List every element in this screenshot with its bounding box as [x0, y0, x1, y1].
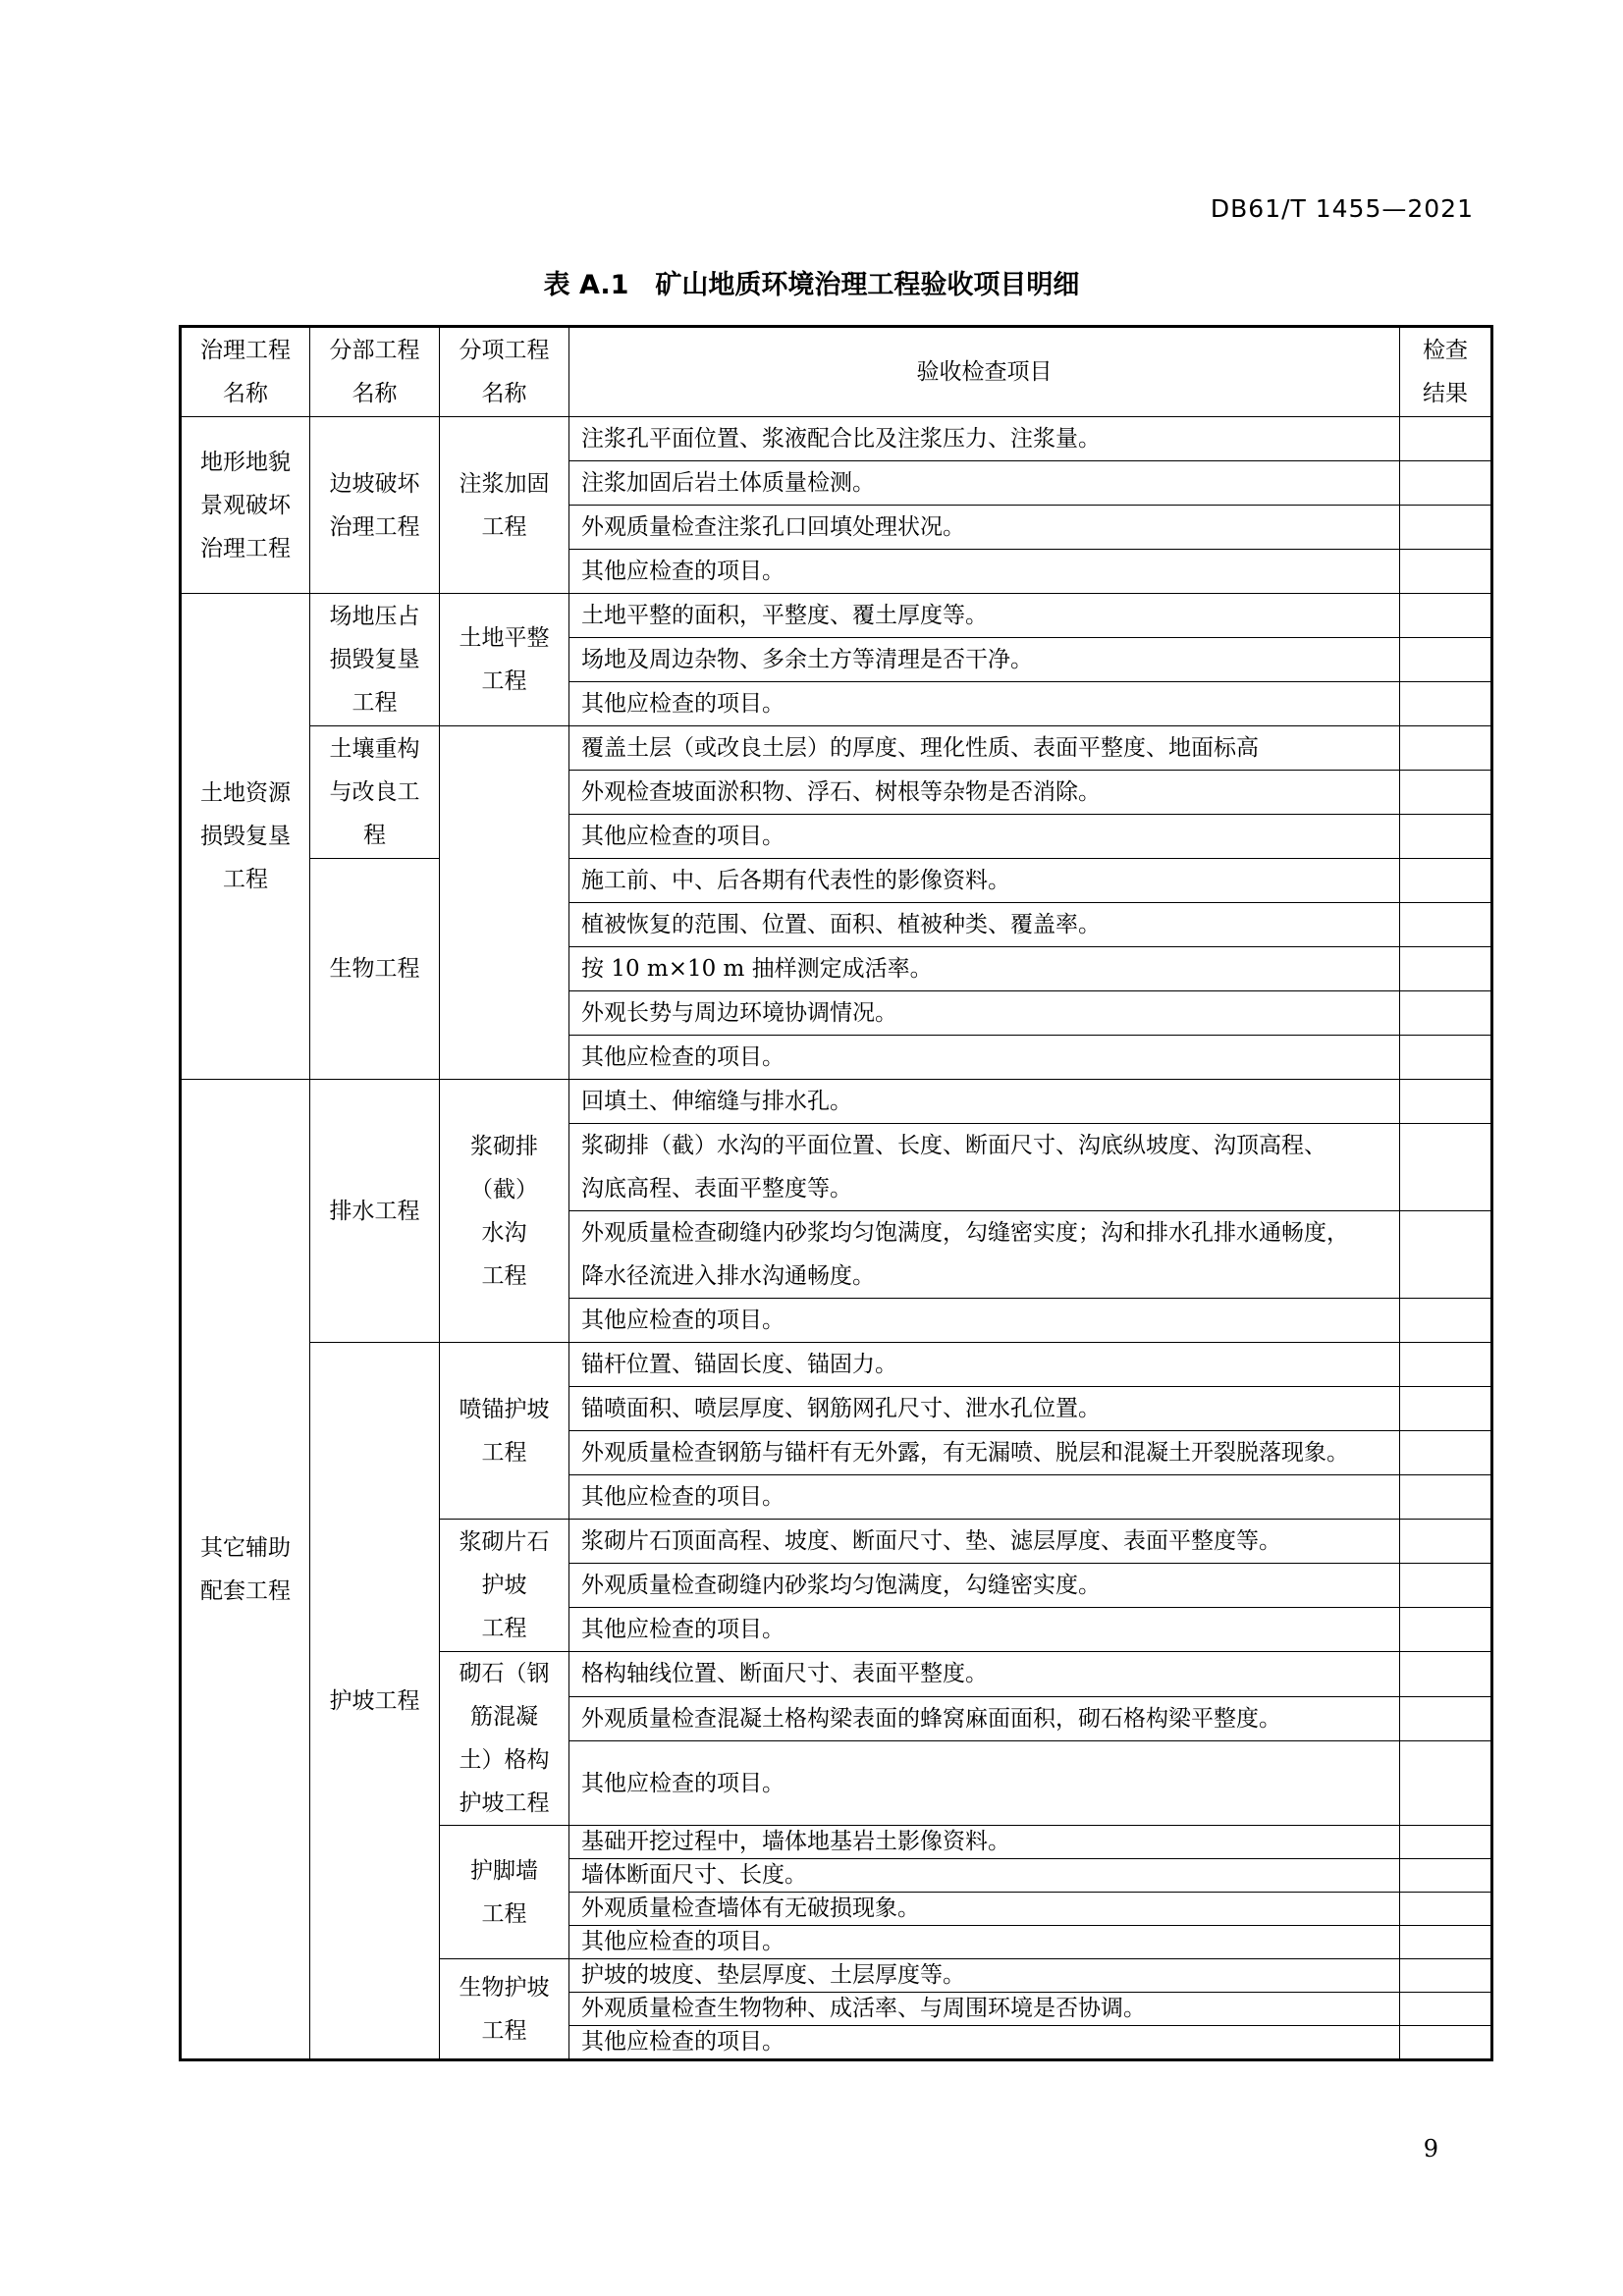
document-code: DB61/T 1455—2021	[1210, 194, 1474, 223]
result-cell[interactable]	[1400, 991, 1492, 1036]
check-item: 覆盖土层（或改良土层）的厚度、理化性质、表面平整度、地面标高	[569, 726, 1400, 771]
check-item: 其他应检查的项目。	[569, 815, 1400, 859]
check-item: 场地及周边杂物、多余土方等清理是否干净。	[569, 638, 1400, 682]
check-item: 墙体断面尺寸、长度。	[569, 1859, 1400, 1893]
subitem-name-cell: 浆砌排 （截） 水沟 工程	[440, 1080, 569, 1343]
page-number: 9	[1423, 2135, 1438, 2163]
result-cell[interactable]	[1400, 2026, 1492, 2060]
result-cell[interactable]	[1400, 594, 1492, 638]
check-item: 格构轴线位置、断面尺寸、表面平整度。	[569, 1652, 1400, 1697]
check-item: 浆砌排（截）水沟的平面位置、长度、断面尺寸、沟底纵坡度、沟顶高程、 沟底高程、表面平整度等。	[569, 1124, 1400, 1211]
check-item: 其他应检查的项目。	[569, 1608, 1400, 1652]
acceptance-table	[179, 325, 1493, 2061]
table-title: 表 A.1 矿山地质环境治理工程验收项目明细	[543, 270, 1080, 300]
result-cell[interactable]	[1400, 1124, 1492, 1211]
check-item: 锚喷面积、喷层厚度、钢筋网孔尺寸、泄水孔位置。	[569, 1387, 1400, 1431]
check-item: 外观质量检查生物物种、成活率、与周围环境是否协调。	[569, 1993, 1400, 2026]
subitem-name-cell: 喷锚护坡 工程	[440, 1343, 569, 1520]
result-cell[interactable]	[1400, 682, 1492, 726]
check-item: 其他应检查的项目。	[569, 1036, 1400, 1080]
check-item: 护坡的坡度、垫层厚度、土层厚度等。	[569, 1959, 1400, 1993]
table-row	[181, 726, 1492, 771]
result-cell[interactable]	[1400, 1564, 1492, 1608]
result-cell[interactable]	[1400, 1608, 1492, 1652]
result-cell[interactable]	[1400, 859, 1492, 903]
result-cell[interactable]	[1400, 1652, 1492, 1697]
check-item: 施工前、中、后各期有代表性的影像资料。	[569, 859, 1400, 903]
project-name-cell: 地形地貌 景观破坏 治理工程	[181, 417, 310, 594]
table-row	[181, 1080, 1492, 1124]
result-cell[interactable]	[1400, 1826, 1492, 1859]
check-item: 外观质量检查墙体有无破损现象。	[569, 1893, 1400, 1926]
check-item: 其他应检查的项目。	[569, 1741, 1400, 1826]
check-item: 土地平整的面积，平整度、覆土厚度等。	[569, 594, 1400, 638]
table-row	[181, 859, 1492, 903]
division-name-cell: 排水工程	[310, 1080, 440, 1343]
division-name-cell: 生物工程	[310, 859, 440, 1080]
check-item: 其他应检查的项目。	[569, 1926, 1400, 1959]
check-item: 基础开挖过程中，墙体地基岩土影像资料。	[569, 1826, 1400, 1859]
project-name-cell: 其它辅助 配套工程	[181, 1080, 310, 2060]
check-item: 回填土、伸缩缝与排水孔。	[569, 1080, 1400, 1124]
result-cell[interactable]	[1400, 1926, 1492, 1959]
result-cell[interactable]	[1400, 417, 1492, 461]
col-header-check-items: 验收检查项目	[569, 327, 1400, 417]
result-cell[interactable]	[1400, 771, 1492, 815]
subitem-name-cell: 土地平整 工程	[440, 594, 569, 726]
division-name-cell: 场地压占 损毁复垦 工程	[310, 594, 440, 726]
result-cell[interactable]	[1400, 1343, 1492, 1387]
result-cell[interactable]	[1400, 726, 1492, 771]
result-cell[interactable]	[1400, 815, 1492, 859]
check-item: 其他应检查的项目。	[569, 550, 1400, 594]
subitem-name-cell: 砌石（钢 筋混凝 土）格构 护坡工程	[440, 1652, 569, 1826]
col-header-division: 分部工程 名称	[310, 327, 440, 417]
result-cell[interactable]	[1400, 1993, 1492, 2026]
result-cell[interactable]	[1400, 947, 1492, 991]
result-cell[interactable]	[1400, 1211, 1492, 1299]
check-item: 注浆加固后岩土体质量检测。	[569, 461, 1400, 506]
subitem-name-cell: 注浆加固 工程	[440, 417, 569, 594]
result-cell[interactable]	[1400, 550, 1492, 594]
result-cell[interactable]	[1400, 1959, 1492, 1993]
result-cell[interactable]	[1400, 638, 1492, 682]
subitem-name-cell-empty	[440, 726, 569, 1080]
result-cell[interactable]	[1400, 1431, 1492, 1475]
col-header-result: 检查 结果	[1400, 327, 1492, 417]
table-row	[181, 594, 1492, 638]
check-item: 外观质量检查注浆孔口回填处理状况。	[569, 506, 1400, 550]
result-cell[interactable]	[1400, 1387, 1492, 1431]
col-header-subitem: 分项工程 名称	[440, 327, 569, 417]
check-item: 按 10 m×10 m 抽样测定成活率。	[569, 947, 1400, 991]
check-item: 浆砌片石顶面高程、坡度、断面尺寸、垫、滤层厚度、表面平整度等。	[569, 1520, 1400, 1564]
result-cell[interactable]	[1400, 1741, 1492, 1826]
result-cell[interactable]	[1400, 1036, 1492, 1080]
check-item: 植被恢复的范围、位置、面积、植被种类、覆盖率。	[569, 903, 1400, 947]
check-item: 其他应检查的项目。	[569, 682, 1400, 726]
subitem-name-cell: 生物护坡 工程	[440, 1959, 569, 2060]
check-item: 外观质量检查混凝土格构梁表面的蜂窝麻面面积，砌石格构梁平整度。	[569, 1696, 1400, 1741]
result-cell[interactable]	[1400, 461, 1492, 506]
check-item: 其他应检查的项目。	[569, 1475, 1400, 1520]
col-header-project: 治理工程 名称	[181, 327, 310, 417]
division-name-cell: 边坡破坏 治理工程	[310, 417, 440, 594]
check-item: 锚杆位置、锚固长度、锚固力。	[569, 1343, 1400, 1387]
table-row	[181, 1343, 1492, 1387]
check-item: 其他应检查的项目。	[569, 1299, 1400, 1343]
check-item: 外观长势与周边环境协调情况。	[569, 991, 1400, 1036]
check-item: 注浆孔平面位置、浆液配合比及注浆压力、注浆量。	[569, 417, 1400, 461]
result-cell[interactable]	[1400, 903, 1492, 947]
subitem-name-cell: 护脚墙 工程	[440, 1826, 569, 1959]
subitem-name-cell: 浆砌片石 护坡 工程	[440, 1520, 569, 1652]
check-item: 外观检查坡面淤积物、浮石、树根等杂物是否消除。	[569, 771, 1400, 815]
result-cell[interactable]	[1400, 1475, 1492, 1520]
table-row	[181, 417, 1492, 461]
result-cell[interactable]	[1400, 1080, 1492, 1124]
result-cell[interactable]	[1400, 1696, 1492, 1741]
result-cell[interactable]	[1400, 1893, 1492, 1926]
division-name-cell: 护坡工程	[310, 1343, 440, 2060]
project-name-cell: 土地资源 损毁复垦 工程	[181, 594, 310, 1080]
check-item: 其他应检查的项目。	[569, 2026, 1400, 2060]
result-cell[interactable]	[1400, 1299, 1492, 1343]
result-cell[interactable]	[1400, 1520, 1492, 1564]
division-name-cell: 土壤重构 与改良工 程	[310, 726, 440, 859]
result-cell[interactable]	[1400, 506, 1492, 550]
check-item: 外观质量检查砌缝内砂浆均匀饱满度，勾缝密实度。	[569, 1564, 1400, 1608]
check-item: 外观质量检查砌缝内砂浆均匀饱满度，勾缝密实度；沟和排水孔排水通畅度， 降水径流进入排水沟通畅度。	[569, 1211, 1400, 1299]
check-item: 外观质量检查钢筋与锚杆有无外露，有无漏喷、脱层和混凝土开裂脱落现象。	[569, 1431, 1400, 1475]
result-cell[interactable]	[1400, 1859, 1492, 1893]
header-row	[181, 327, 1492, 417]
